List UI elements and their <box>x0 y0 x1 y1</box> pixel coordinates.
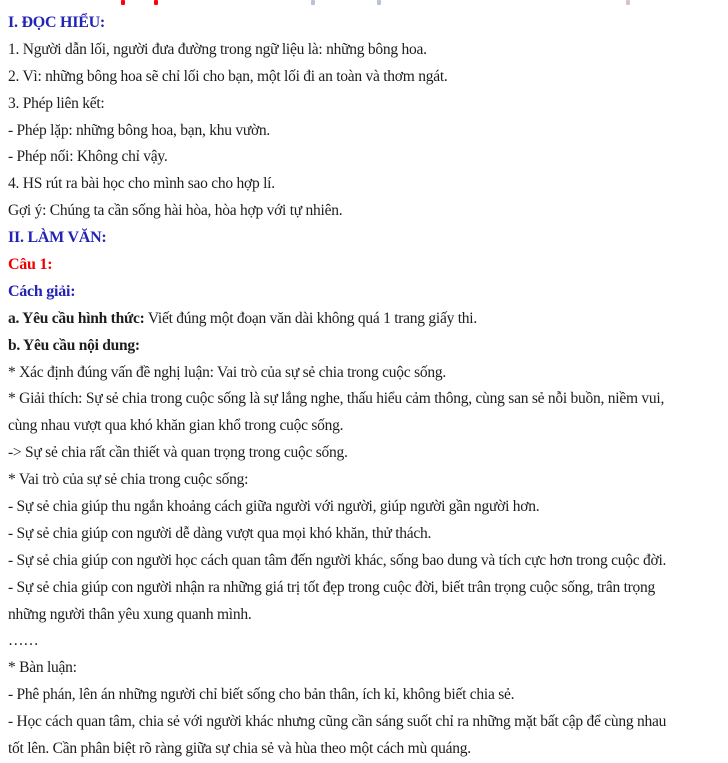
text-line: - Sự sẻ chia giúp con người học cách quan tâm đến người khác, sống bao dung và tích cực hơn trong cuộc đời. <box>8 551 667 569</box>
clipped-character-fragment <box>121 0 125 5</box>
text-line: I. ĐỌC HIỂU: <box>8 14 106 31</box>
text-line: * Bàn luận: <box>8 659 77 677</box>
text-line: b. Yêu cầu nội dung: <box>8 336 140 354</box>
clipped-character-fragment <box>311 0 315 5</box>
line-rest: Viết đúng một đoạn văn dài không quá 1 trang giấy thi. <box>144 309 477 327</box>
text-line: Cách giải: <box>8 282 76 300</box>
text-line: tốt lên. Cần phân biệt rõ ràng giữa sự chia sẻ và hùa theo một cách mù quáng. <box>8 740 471 758</box>
text-line: - Học cách quan tâm, chia sẻ với người khác nhưng cũng cần sáng suốt chỉ ra những mặt bất cập để cùng nhau <box>8 713 667 731</box>
text-line: - Phê phán, lên án những người chỉ biết sống cho bản thân, ích kỉ, không biết chia sẻ. <box>8 686 515 704</box>
text-line: - Sự sẻ chia giúp con người dễ dàng vượt qua mọi khó khăn, thử thách. <box>8 524 432 542</box>
text-line: Gợi ý: Chúng ta cần sống hài hòa, hòa hợp với tự nhiên. <box>8 202 343 220</box>
text-line: - Phép nối: Không chỉ vậy. <box>8 148 168 166</box>
text-line <box>8 306 724 333</box>
text-line: II. LÀM VĂN: <box>8 229 107 247</box>
text-line: 1. Người dẫn lối, người đưa đường trong ngữ liệu là: những bông hoa. <box>8 40 427 58</box>
text-line: * Vai trò của sự sẻ chia trong cuộc sống: <box>8 471 249 489</box>
text-line: 2. Vì: những bông hoa sẽ chỉ lối cho bạn, một lối đi an toàn và thơm ngát. <box>8 67 448 85</box>
text-line: - Sự sẻ chia giúp thu ngắn khoảng cách giữa người với người, giúp người gần người hơn. <box>8 498 540 516</box>
text-line: -> Sự sẻ chia rất cần thiết và quan trọng trong cuộc sống. <box>8 444 348 462</box>
text-line: cùng nhau vượt qua khó khăn gian khổ trong cuộc sống. <box>8 417 344 435</box>
text-line: - Sự sẻ chia giúp con người nhận ra những giá trị tốt đẹp trong cuộc đời, biết trân trọng cuộc sống, trân trọng <box>8 578 656 596</box>
text-line: - Phép lặp: những bông hoa, bạn, khu vườn. <box>8 121 271 139</box>
text-line: …… <box>8 632 39 650</box>
line-lead-bold: a. Yêu cầu hình thức: <box>8 309 145 327</box>
document-body <box>8 10 724 763</box>
clipped-character-fragment <box>154 0 158 5</box>
text-line: * Giải thích: Sự sẻ chia trong cuộc sống là sự lắng nghe, thấu hiểu cảm thông, cùng san sẻ nỗi buồn, niềm vui, <box>8 390 665 408</box>
text-line: 3. Phép liên kết: <box>8 94 105 112</box>
text-line: những người thân yêu xung quanh mình. <box>8 605 252 623</box>
text-line: 4. HS rút ra bài học cho mình sao cho hợp lí. <box>8 175 275 193</box>
clipped-character-fragment <box>377 0 381 5</box>
text-line: * Xác định đúng vấn đề nghị luận: Vai trò của sự sẻ chia trong cuộc sống. <box>8 363 446 381</box>
clipped-character-fragment <box>626 0 630 5</box>
text-line: Câu 1: <box>8 256 53 274</box>
